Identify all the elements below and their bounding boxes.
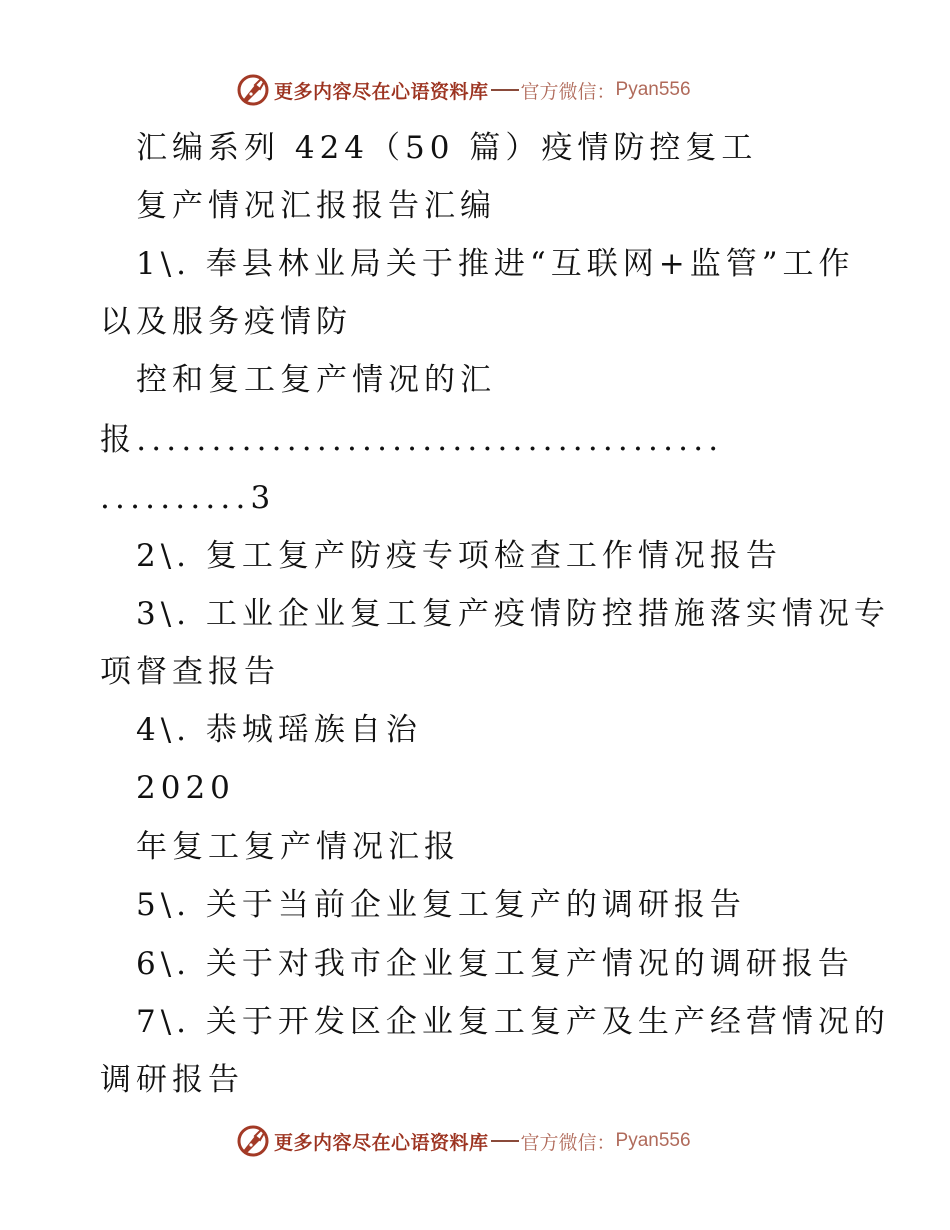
toc-item-1-line-2: 以及服务疫情防 xyxy=(100,304,352,340)
doc-title-line-2: 复产情况汇报报告汇编 xyxy=(136,188,496,224)
toc-item-1-page-number: ..........3 xyxy=(100,480,276,516)
toc-item-7-line-2: 调研报告 xyxy=(100,1062,244,1098)
watermark-dash xyxy=(491,1140,519,1142)
watermark-promo-text: 更多内容尽在心语资料库 xyxy=(274,1131,489,1154)
toc-item-3-line-1: 3\. 工业企业复工复产疫情防控措施落实情况专 xyxy=(136,596,890,632)
doc-title-line-1: 汇编系列 424（50 篇）疫情防控复工 xyxy=(136,130,758,166)
watermark-banner-bottom xyxy=(236,1123,691,1159)
watermark-wechat-id: Pyan556 xyxy=(615,1130,691,1151)
watermark-promo-text: 更多内容尽在心语资料库 xyxy=(274,80,489,103)
toc-item-1-line-3: 控和复工复产情况的汇 xyxy=(136,362,496,398)
pen-nib-icon xyxy=(236,1124,270,1158)
toc-item-4-line-1: 4\. 恭城瑶族自治 xyxy=(136,712,422,748)
toc-item-7-line-1: 7\. 关于开发区企业复工复产及生产经营情况的 xyxy=(136,1004,890,1040)
toc-item-4-line-3: 年复工复产情况汇报 xyxy=(136,829,460,865)
watermark-wechat-label: 官方微信： xyxy=(520,80,616,103)
toc-item-3-line-2: 项督查报告 xyxy=(100,654,280,690)
toc-item-1-line-1: 1\. 奉县林业局关于推进“互联网+监管”工作 xyxy=(136,246,855,282)
watermark-wechat-label: 官方微信： xyxy=(520,1131,616,1154)
toc-item-5: 5\. 关于当前企业复工复产的调研报告 xyxy=(136,887,746,923)
toc-item-1-leader-dots: 报....................................... xyxy=(100,422,724,458)
toc-item-6: 6\. 关于对我市企业复工复产情况的调研报告 xyxy=(136,946,854,982)
watermark-wechat-id: Pyan556 xyxy=(615,79,691,100)
toc-item-2: 2\. 复工复产防疫专项检查工作情况报告 xyxy=(136,538,782,574)
toc-item-4-line-2: 2020 xyxy=(136,770,235,806)
